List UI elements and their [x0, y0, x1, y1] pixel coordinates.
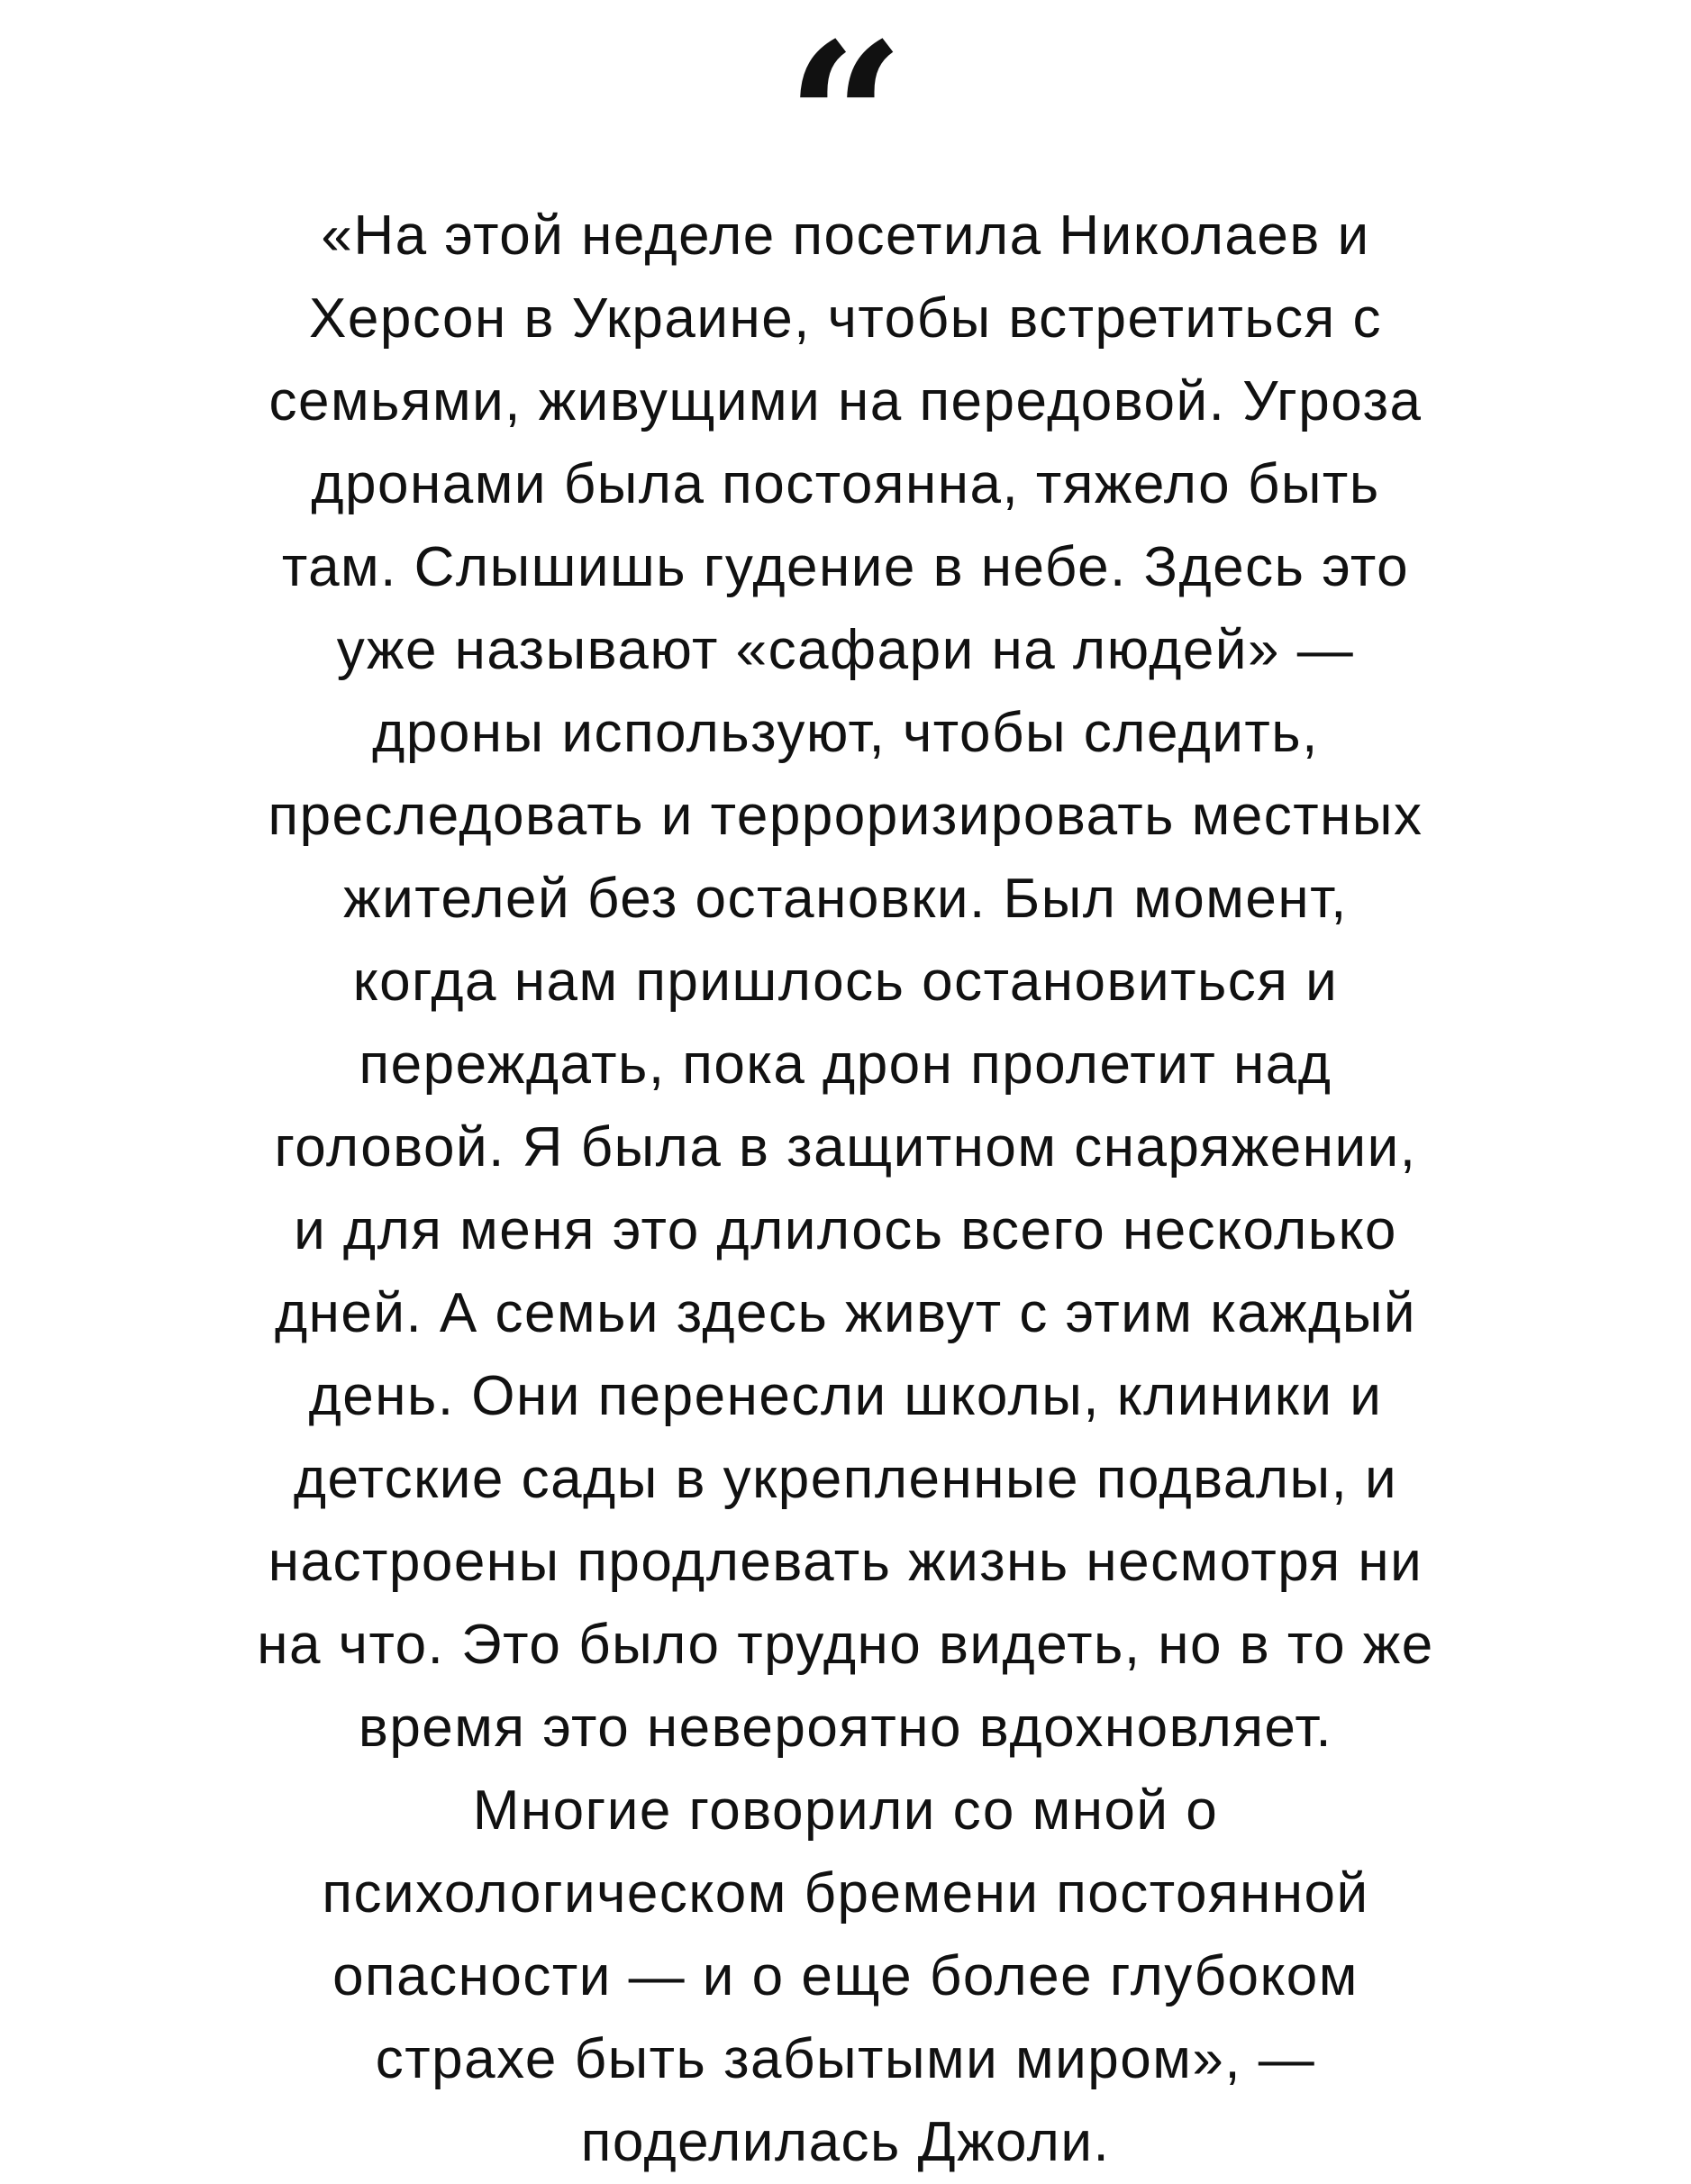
quote-line: психологическом бремени постоянной: [322, 1862, 1369, 1925]
quotation-mark-icon: “: [786, 0, 905, 241]
quote-line: дроны используют, чтобы следить,: [372, 702, 1319, 764]
quote-line: опасности — и о еще более глубоком: [332, 1945, 1359, 2007]
quote-line: страхе быть забытыми миром», —: [375, 2028, 1316, 2090]
quote-line: Херсон в Украине, чтобы встретиться с: [309, 287, 1382, 350]
quote-line: «На этой неделе посетила Николаев и: [321, 205, 1370, 267]
quote-line: там. Слышишь гудение в небе. Здесь это: [281, 536, 1410, 598]
quote-line: жителей без остановки. Был момент,: [343, 868, 1348, 930]
quote-line: и для меня это длилось всего несколько: [294, 1199, 1397, 1261]
quote-line: семьями, живущими на передовой. Угроза: [268, 370, 1423, 432]
quote-line: переждать, пока дрон пролетит над: [359, 1033, 1332, 1096]
quote-line: день. Они перенесли школы, клиники и: [308, 1365, 1383, 1427]
quote-line: дней. А семьи здесь живут с этим каждый: [274, 1282, 1417, 1344]
quote-line: дронами была постоянна, тяжело быть: [311, 453, 1380, 515]
quote-line: головой. Я была в защитном снаряжении,: [274, 1116, 1417, 1178]
quote-line: Многие говорили со мной о: [472, 1779, 1219, 1842]
quote-line: время это невероятно вдохновляет.: [358, 1697, 1333, 1759]
quote-line: преследовать и терроризировать местных: [268, 785, 1423, 847]
quote-line: детские сады в укрепленные подвалы, и: [293, 1448, 1398, 1510]
quote-attribution: поделилась Джоли.: [580, 2111, 1111, 2173]
quote-line: на что. Это было трудно видеть, но в то же: [257, 1614, 1434, 1676]
quote-text: [144, 195, 1547, 2184]
quote-line: уже называют «сафари на людей» —: [336, 619, 1355, 681]
quote-line: когда нам пришлось остановиться и: [352, 951, 1339, 1013]
quote-line: настроены продлевать жизнь несмотря ни: [268, 1531, 1423, 1593]
